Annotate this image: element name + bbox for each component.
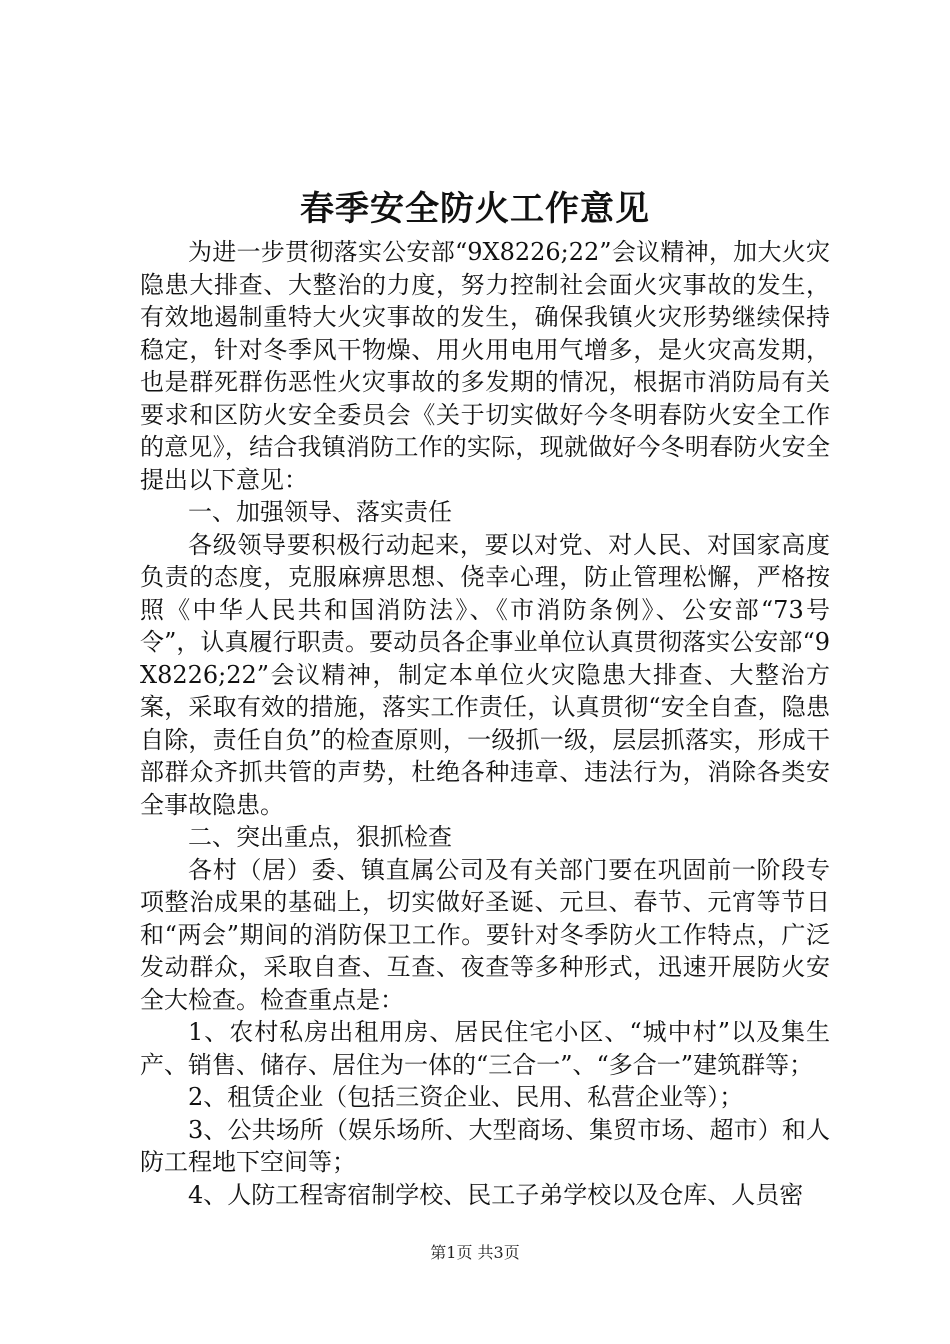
paragraph-section-2: 各村（居）委、镇直属公司及有关部门要在巩固前一阶段专项整治成果的基础上，切实做好圣诞、元旦、春节、元宵等节日和“两会”期间的消防保卫工作。要针对冬季防火工作特点，广泛发动群众，采取自查、互查、夜查等多种形式，迅速开展防火安全大检查。检查重点是：	[140, 855, 830, 1014]
list-item-4: 4、人防工程寄宿制学校、民工子弟学校以及仓库、人员密	[188, 1180, 804, 1209]
list-item-2: 2、租赁企业（包括三资企业、民用、私营企业等）；	[188, 1083, 744, 1111]
section-heading-2: 二、突出重点，狠抓检查	[188, 823, 452, 851]
page-footer: 第1页 共3页	[430, 1243, 520, 1262]
document-title: 春季安全防火工作意见	[300, 189, 650, 229]
list-item-3: 3、公共场所（娱乐场所、大型商场、集贸市场、超市）和人防工程地下空间等；	[140, 1115, 830, 1176]
document-body	[140, 236, 830, 1211]
list-item-1: 1、农村私房出租用房、居民住宅小区、“城中村”以及集生产、销售、储存、居住为一体的“三合一”、“多合一”建筑群等；	[140, 1018, 830, 1079]
section-heading-1: 一、加强领导、落实责任	[188, 498, 452, 526]
paragraph-intro: 为进一步贯彻落实公安部“9X8226;22”会议精神，加大火灾隐患大排查、大整治的力度，努力控制社会面火灾事故的发生，有效地遏制重特大火灾事故的发生，确保我镇火灾形势继续保持稳定，针对冬季风干物燥、用火用电用气增多，是火灾高发期，也是群死群伤恶性火灾事故的多发期的情况，根据市消防局有关要求和区防火安全委员会《关于切实做好今冬明春防火安全工作的意见》，结合我镇消防工作的实际，现就做好今冬明春防火安全提出以下意见：	[140, 238, 830, 494]
paragraph-section-1: 各级领导要积极行动起来，要以对党、对人民、对国家高度负责的态度，克服麻痹思想、侥幸心理，防止管理松懈，严格按照《中华人民共和国消防法》、《市消防条例》、公安部“73号令”，认真履行职责。要动员各企事业单位认真贯彻落实公安部“9X8226;22”会议精神，制定本单位火灾隐患大排查、大整治方案，采取有效的措施，落实工作责任，认真贯彻“安全自查，隐患自除，责任自负”的检查原则，一级抓一级，层层抓落实，形成干部群众齐抓共管的声势，杜绝各种违章、违法行为，消除各类安全事故隐患。	[140, 530, 830, 819]
